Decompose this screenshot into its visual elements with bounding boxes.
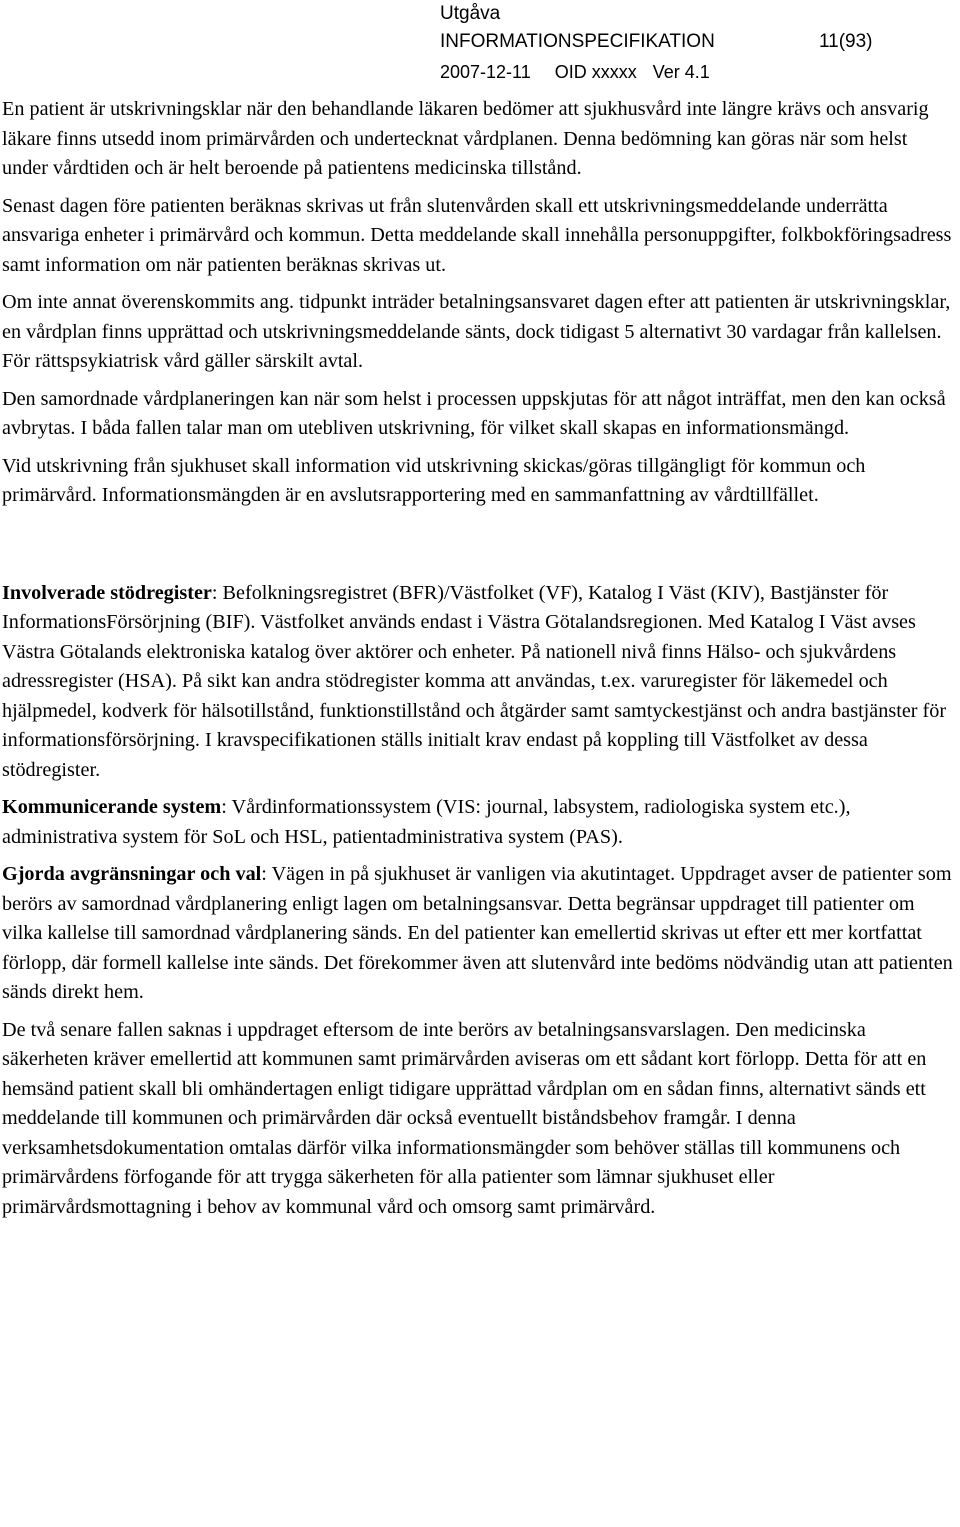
document-date: 2007-12-11 [440,62,531,82]
kommunicerande-system-label: Kommunicerande system [2,796,222,818]
paragraph-utskrivningsklar: En patient är utskrivningsklar när den behandlande läkaren bedömer att sjukhusvård inte längre krävs och ansvarig läkare finns utsedd inom primärvården och undertecknat vårdplanen. Denna bedömning kan göras när som helst under vårdtiden och är helt beroende på patientens medicinska tillstånd. [2,98,929,179]
kommunicerande-system-text: : Vårdinformationssystem (VIS: journal, labsystem, radiologiska system etc.), administrativa system för SoL och HSL, patientadministrativa system (PAS). [2,796,851,848]
document-body [2,95,957,1230]
paragraph-senare-fallen: De två senare fallen saknas i uppdraget eftersom de inte berörs av betalningsansvarslagen. Den medicinska säkerheten kräver emellertid att kommunen samt primärvården aviseras om ett sådant kort förlopp. Detta för att en hemsänd patient skall bli omhändertagen enligt tidigare upprättad vårdplan om en sådan finns, alternativt sänds ett meddelande till kommunen och primärvården där också eventuellt biståndsbehov framgår. I denna verksamhetsdokumentation omtalas därför vilka informationsmängder som behöver ställas till kommunens och primärvårdens förfogande för att trygga säkerheten för alla patienter som lämnar sjukhuset eller primärvårdsmottagning i behov av kommunal vård och omsorg samt primärvård. [2,1018,927,1218]
paragraph-utskrivningsmeddelande: Senast dagen före patienten beräknas skrivas ut från slutenvården skall ett utskrivningsmeddelande underrätta ansvariga enheter i primärvård och kommun. Detta meddelande skall innehålla personuppgifter, folkbokföringsadress samt information om när patienten beräknas skrivas ut. [2,194,952,276]
page-header [440,0,960,86]
document-status: Utgåva [440,3,501,24]
page-number: 11(93) [819,31,873,52]
document-oid: OID xxxxx [554,62,637,82]
header-row-title [440,28,960,58]
paragraph-avgransningar [2,860,957,1008]
avgransningar-text: : Vägen in på sjukhuset är vanligen via akutintaget. Uppdraget avser de patienter som berörs av samordnad vårdplanering enligt lagen om betalningsansvar. Detta begränsar uppdraget till patienter om vilka kallelse till samordnad vårdplanering sänds. En del patienter kan emellertid skrivas ut efter ett mer kortfattat förlopp, där formell kallelse inte sänds. Det förekommer även att slutenvård inte bedöms nödvändig utan att patienten sänds direkt hem. [2,863,953,1003]
document-version: Ver 4.1 [652,62,710,82]
section-spacer [2,519,957,579]
paragraph-information-vid-utskrivning: Vid utskrivning från sjukhuset skall information vid utskrivning skickas/göras tillgängligt för kommun och primärvård. Informationsmängden är en avslutsrapportering med en sammanfattning av vårdtillfället. [2,454,866,506]
paragraph-utebliven-utskrivning: Den samordnade vårdplaneringen kan när som helst i processen uppskjutas för att något inträffat, men den kan också avbrytas. I båda fallen talar man om utebliven utskrivning, för vilket skall skapas en informationsmängd. [2,387,946,439]
paragraph-stodregister [2,579,957,786]
header-row-status [440,0,960,28]
stodregister-text: : Befolkningsregistret (BFR)/Västfolket (VF), Katalog I Väst (KIV), Bastjänster för InformationsFörsörjning (BIF). Västfolket används endast i Västra Götalandsregionen. Med Katalog I Väst avses Västra Götalands elektroniska katalog över aktörer och enheter. På nationell nivå finns Hälso- och sjukvårdens adressregister (HSA). På sikt kan andra stödregister komma att användas, t.ex. varuregister för läkemedel och hjälpmedel, kodverk för hälsotillstånd, funktionstillstånd och åtgärder samt samtyckestjänst och andra bastjänster för informationsförsörjning. I kravspecifikationen ställs initialt krav endast på koppling till Västfolket av dessa stödregister. [2,581,947,781]
paragraph-betalningsansvar: Om inte annat överenskommits ang. tidpunkt inträder betalningsansvaret dagen efter att patienten är utskrivningsklar, en vårdplan finns upprättad och utskrivningsmeddelande sänts, dock tidigast 5 alternativt 30 vardagar från kallelsen. För rättspsykiatrisk vård gäller särskilt avtal. [2,291,951,372]
avgransningar-label: Gjorda avgränsningar och val [2,863,262,885]
stodregister-label: Involverade stödregister [2,581,212,604]
document-type: INFORMATIONSPECIFIKATION [440,31,715,52]
header-row-meta [440,58,960,86]
paragraph-kommunicerande-system [2,793,957,852]
